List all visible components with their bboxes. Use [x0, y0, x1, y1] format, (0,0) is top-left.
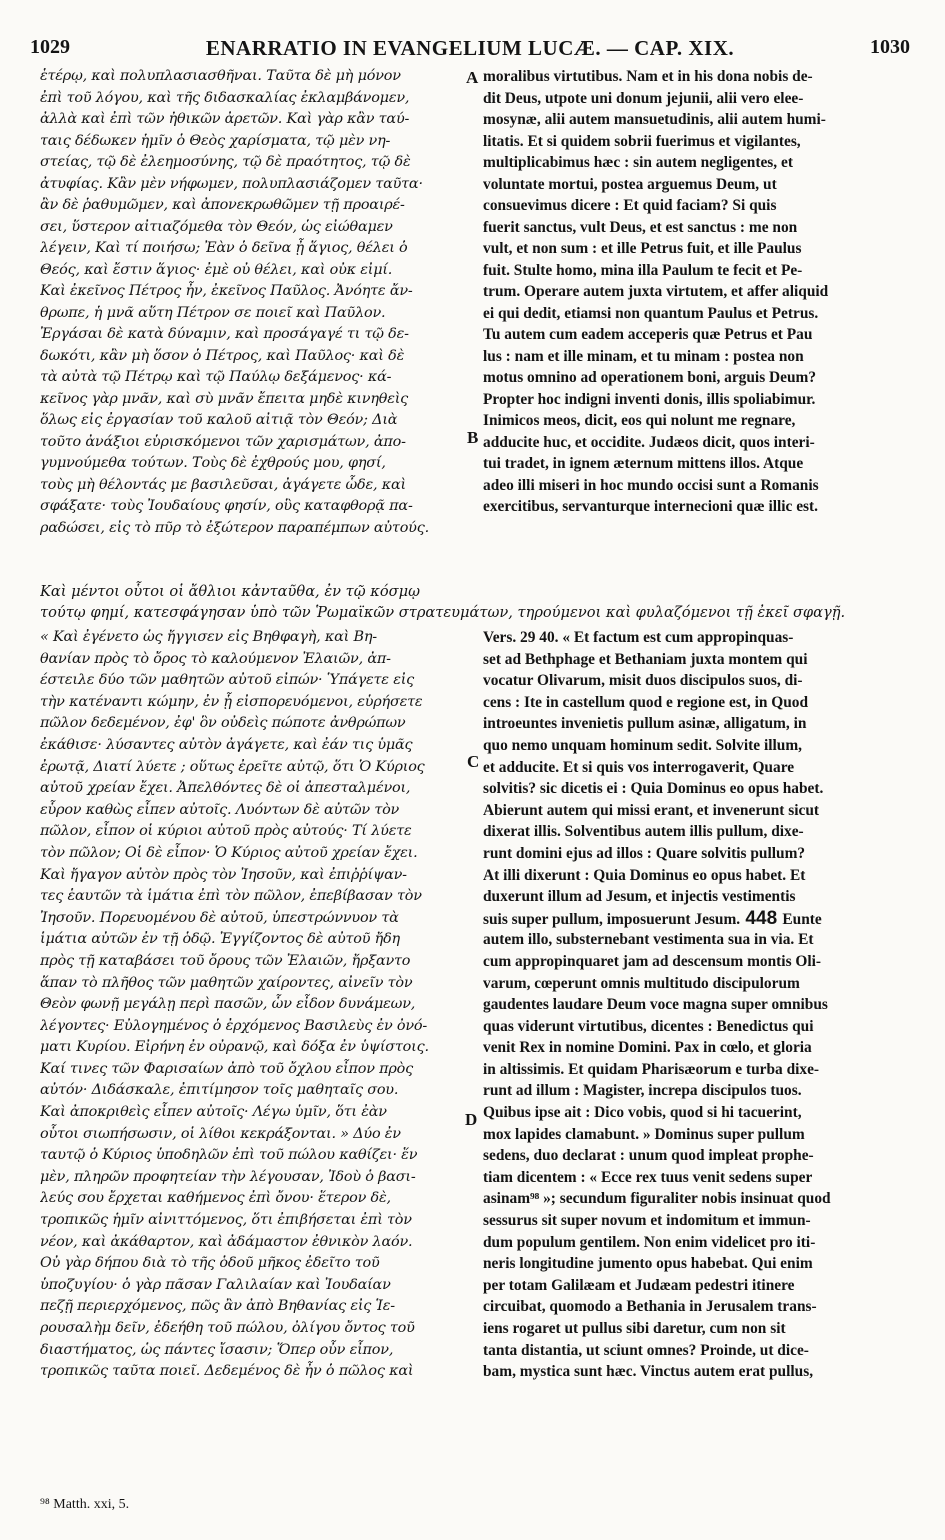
greek-text-line: ἐπὶ τοῦ λόγου, καὶ τῆς διδασκαλίας ἐκλαμβάνομεν, — [40, 89, 410, 106]
greek-text-line: τὸν πῶλον; Οἱ δὲ εἶπον· Ὁ Κύριος αὐτοῦ χρείαν ἔχει. — [40, 844, 418, 861]
greek-text-line: αὐτόν· Διδάσκαλε, ἐπιτίμησον τοῖς μαθηταῖς σου. — [40, 1082, 399, 1099]
running-title: ENARRATIO IN EVANGELIUM LUCÆ. — CAP. XIX. — [205, 36, 735, 60]
greek-text-line: σφάξατε· τοὺς Ἰουδαίους φησίν, οὓς καταφθορᾷ πα- — [40, 498, 413, 514]
greek-text-line: νέον, καὶ ἀκάθαρτον, καὶ ἀδάμαστον ἐθνικὸν λαόν. — [40, 1233, 413, 1250]
margin-marker-a: A — [466, 68, 479, 87]
greek-text-line: Θεός, καὶ ἔστιν ἅγιος· ἐμὲ οὐ θέλει, καὶ οὐκ εἰμί. — [40, 261, 393, 278]
latin-text-line: sedens, duo declarat : unum quod impleat prophe- — [483, 1147, 814, 1165]
latin-text-line: set ad Bethphage et Bethaniam juxta montem qui — [483, 650, 808, 668]
latin-text-line: adducite huc, et occidite. Judæos dicit, quos interi- — [483, 433, 815, 451]
latin-text-line: runt domini ejus ad illos : Quare solvitis pullum? — [483, 844, 806, 862]
greek-text-line: Καὶ ἐκεῖνος Πέτρος ἦν, ἐκεῖνος Παῦλος. Ἀνόητε ἄν- — [40, 283, 413, 299]
latin-text-line: fuerit sanctus, vult Deus, et est sanctus : me non — [483, 218, 798, 236]
greek-text-line: ἅπαν τὸ πλῆθος τῶν μαθητῶν χαίροντες, αἰνεῖν τὸν — [40, 974, 413, 991]
latin-text-line: motus omnino ad operationem boni, arguis Deum? — [483, 369, 817, 386]
latin-text-line: runt ad illum : Magister, increpa discipulos tuos. — [483, 1082, 802, 1100]
latin-text-line: tui tradet, in ignem æternum mittens illos. Atque — [483, 455, 804, 472]
latin-text-line: quo nemo unquam hominum sedit. Solvite illum, — [483, 736, 802, 754]
greek-text-line: ἱμάτια αὐτῶν ἐν τῇ ὁδῷ. Ἐγγίζοντος δὲ αὐτοῦ ἤδη — [40, 931, 400, 948]
latin-text-line: vocatur Olivarum, misit duos discipulos suos, di- — [483, 672, 803, 690]
latin-text-line: quas viderunt virtutibus, dicentes : Benedictus qui — [483, 1017, 814, 1035]
latin-text-line: mosynæ, alii autem mansuetudinis, alii autem humi- — [483, 111, 826, 128]
latin-text-line: exercitibus, servanturque internecioni quæ illic est. — [483, 498, 819, 515]
page-number-right: 1030 — [870, 36, 910, 58]
latin-text-line: Vers. 29 40. « Et factum est cum appropinquas- — [483, 629, 794, 646]
latin-text-line: bam, mystica sunt hæc. Vinctus autem erat pullus, — [483, 1363, 814, 1381]
greek-text-line: διαστήματος, ὡς πάντες ἴσασιν; Ὅπερ οὖν εἶπον, — [40, 1341, 394, 1358]
latin-text-line: Propter hoc indigni inventi donis, illis spoliabimur. — [483, 390, 816, 408]
margin-marker-b: B — [467, 428, 479, 447]
latin-text-line: moralibus virtutibus. Nam et in his dona nobis de- — [483, 68, 813, 85]
greek-text-line: πῶλον δεδεμένον, ἐφ' ὃν οὐδεὶς πώποτε ἀνθρώπων — [40, 715, 406, 732]
greek-text-line: ματι Κυρίου. Εἰρήνη ἐν οὐρανῷ, καὶ δόξα ἐν ὑψίστοις. — [40, 1039, 429, 1056]
greek-text-line: λεύς σου ἔρχεται καθήμενος ἐπὶ ὄνου· ἕτερον δὲ, — [40, 1190, 391, 1207]
footnote: ⁹⁸ Matth. xxi, 5. — [40, 1497, 130, 1512]
latin-text-line: duxerunt illum ad Jesum, et injectis vestimentis — [483, 888, 796, 906]
greek-text-line: ἑτέρῳ, καὶ πολυπλασιασθῆναι. Ταῦτα δὲ μὴ μόνον — [40, 68, 401, 84]
latin-text-line: Quibus ipse ait : Dico vobis, quod si hi tacuerint, — [483, 1104, 802, 1122]
greek-text-line: Ἐργάσαι δὲ κατὰ δύναμιν, καὶ προσάγαγέ τι τῷ δε- — [40, 326, 409, 342]
latin-text-line: gaudentes laudare Deum voce magna super omnibus — [483, 996, 828, 1014]
latin-text-line: At illi dixerunt : Quia Dominus eo opus habet. Et — [483, 866, 806, 884]
greek-text-line: τὴν κατέναντι κώμην, ἐν ᾗ εἰσπορευόμενοι, εὑρήσετε — [40, 693, 423, 710]
latin-text-line: autem illo, substernebant vestimenta sua in via. Et — [483, 931, 814, 949]
running-header — [30, 36, 910, 62]
latin-text-line: lus : nam et ille minam, et tu minam : postea non — [483, 347, 804, 365]
greek-text-line: μὲν, πληρῶν προφητείαν τὴν λέγουσαν, Ἰδοὺ ὁ βασι- — [40, 1168, 416, 1185]
greek-text-line: τὰ αὐτὰ τῷ Πέτρῳ καὶ τῷ Παύλῳ δεξάμενος· κά- — [40, 369, 392, 385]
greek-column-top — [40, 66, 465, 539]
full-width-line-1: Καὶ μέντοι οὗτοι οἱ ἄθλιοι κἀνταῦθα, ἐν τῷ κόσμῳ — [40, 583, 420, 600]
latin-text-line: circuibat, quomodo a Bethania in Jerusalem trans- — [483, 1298, 817, 1316]
greek-text-line: έστειλε δύο τῶν μαθητῶν αὐτοῦ εἰπών· Ὑπάγετε εἰς — [40, 672, 415, 689]
greek-text-line: σει, ὕστερον αἰτιαζόμεθα τὸν Θεόν, ὡς εἰώθαμεν — [40, 218, 393, 235]
greek-text-line: Οὐ γὰρ δήπου διὰ τὸ τῆς ὁδοῦ μῆκος ἐδεῖτο τοῦ — [40, 1255, 380, 1272]
latin-text-line: ei qui dedit, etiamsi non quantum Paulus et Petrus. — [483, 304, 819, 322]
greek-text-line: ἀλλὰ καὶ ἐπὶ τῶν ἠθικῶν ἀρετῶν. Καὶ γὰρ κἂν ταύ- — [40, 111, 410, 127]
latin-text-line: asinam⁹⁸ »; secundum figuraliter nobis insinuat quod — [483, 1190, 831, 1208]
latin-text-line: cum appropinquaret jam ad descensum montis Oli- — [483, 952, 822, 970]
latin-text-line: vult, et non sum : et ille Petrus fuit, et ille Paulus — [483, 240, 802, 257]
latin-text-line: solvitis? sic dicetis ei : Quia Dominus eo opus habet. — [483, 780, 824, 798]
margin-marker-c: C — [467, 752, 480, 771]
greek-text-line: ἐρωτᾷ, Διατί λύετε ; οὕτως ἐρεῖτε αὐτῷ, ὅτι Ὁ Κύριος — [40, 758, 425, 775]
latin-text-line: fuit. Stulte homo, mina illa Paulum te fecit et Pe- — [483, 261, 803, 279]
latin-column-bottom — [483, 627, 913, 1383]
page-number-left: 1029 — [30, 36, 70, 58]
greek-text-line: τοὺς μὴ θέλοντάς με βασιλεῦσαι, ἀγάγετε ὧδε, καὶ — [40, 476, 406, 493]
greek-text-line: στείας, τῷ δὲ ἐλεημοσύνης, τῷ δὲ πραότητος, τῷ δὲ — [40, 154, 411, 170]
latin-text-line: per totam Galilæam et Judæam pedestri itinere — [483, 1276, 795, 1294]
greek-text-line: ἀτυφίας. Κἂν μὲν νήφωμεν, πολυπλασιάζομεν ταῦτα· — [40, 175, 423, 192]
latin-text-line: litatis. Et si quidem sobrii fuerimus et vigilantes, — [483, 132, 801, 150]
greek-text-line: τοῦτο ἀνάξιοι εὑρισκόμενοι τῶν χαρισμάτων, ἀπο- — [40, 433, 406, 450]
full-width-line-2: τούτῳ φημί, κατεσφάγησαν ὑπὸ τῶν Ῥωμαϊκῶν στρατευμάτων, τηρούμενοι καὶ φυλαζόμενοι τῇ ἐκεῖ σφαγῇ. — [40, 604, 846, 621]
greek-text-line: δωκότι, κἂν μὴ ὅσον ὁ Πέτρος, καὶ Παῦλος· καὶ δὲ — [40, 347, 405, 364]
latin-text-line: adeo illi miseri in hoc mundo occisi sunt a Romanis — [483, 476, 819, 494]
latin-text-line: iens rogaret ut pullus sibi daretur, cum non sit — [483, 1320, 786, 1337]
latin-text-line: trum. Operare autem juxta virtutem, et affer aliquid — [483, 283, 829, 300]
latin-text-line: multiplicabimus hæc : sin autem negligentes, et — [483, 154, 793, 171]
greek-text-line: θρωπε, ἡ μνᾶ αὕτη Πέτρον σε ποιεῖ καὶ Παῦλον. — [40, 304, 386, 321]
latin-text-line: neris longitudine jumento opus habebat. Qui enim — [483, 1255, 813, 1273]
greek-column-bottom — [40, 627, 465, 1383]
greek-text-line: ταις δέδωκεν ἡμῖν ὁ Θεὸς χαρίσματα, τῷ μὲν νη- — [40, 132, 391, 149]
latin-text-line: Inimicos meos, dicit, eos qui nolunt me regnare, — [483, 412, 796, 429]
margin-marker-d: D — [465, 1110, 478, 1129]
greek-text-line: ταυτῷ ὁ Κύριος ὑποδηλῶν ἐπὶ τοῦ πώλου καθίζει· ἕν — [40, 1147, 418, 1164]
latin-text-line: varum, cœperunt omnis multitudo discipulorum — [483, 974, 800, 992]
greek-text-line: « Καὶ ἐγένετο ὡς ἤγγισεν εἰς Βηθφαγὴ, καὶ Βη- — [40, 629, 377, 645]
greek-text-line: Ἰησοῦν. Πορευομένου δὲ αὐτοῦ, ὑπεστρώννυον τὰ — [40, 909, 399, 926]
latin-text-line: introeuntes invenietis pullum asinæ, alligatum, in — [483, 715, 807, 733]
greek-text-line: ραδώσει, εἰς τὸ πῦρ τὸ ἐξώτερον παραπέμπων αὐτούς. — [40, 519, 429, 536]
greek-text-line: τροπικῶς ταῦτα ποιεῖ. Δεδεμένος δὲ ἦν ὁ πῶλος καὶ — [40, 1363, 414, 1380]
greek-text-line: λέγειν, Καὶ τί ποιήσω; Ἐὰν ὁ δεῖνα ᾖ ἅγιος, θέλει ὁ — [40, 240, 408, 256]
latin-text-line: venit Rex in nomine Domini. Pax in cœlo, et gloria — [483, 1039, 812, 1057]
latin-text-line: tanta distantia, ut sciunt omnes? Proinde, ut dice- — [483, 1341, 809, 1359]
latin-column-top — [483, 66, 913, 518]
column-number: 448 — [740, 907, 783, 929]
greek-text-line: αὐτοῦ χρείαν ἔχει. Ἀπελθόντες δὲ οἱ ἀπεσταλμένοι, — [40, 780, 411, 797]
latin-text-line: mox lapides clamabunt. » Dominus super pullum — [483, 1125, 805, 1143]
greek-text-line: λέγοντες· Εὐλογημένος ὁ ἐρχόμενος Βασιλεὺς ἐν ὀνό- — [40, 1017, 428, 1034]
latin-text-line: dixerat illis. Solventibus autem illis pullum, dixe- — [483, 823, 804, 841]
greek-text-line: γυμνούμεθα τούτων. Τοὺς δὲ ἐχθρούς μου, φησί, — [40, 455, 386, 471]
greek-text-line: πρὸς τῇ καταβάσει τοῦ ὄρους τῶν Ἐλαιῶν, ἤρξαντο — [40, 952, 411, 969]
greek-text-line: Καί τινες τῶν Φαρισαίων ἀπὸ τοῦ ὄχλου εἶπον πρὸς — [40, 1060, 413, 1077]
latin-text-line: consuevimus dicere : Et quid faciam? Si quis — [483, 197, 777, 214]
latin-text-line: tiam dicentem : « Ecce rex tuus venit sedens super — [483, 1168, 813, 1186]
greek-text-line: τροπικῶς ἡμῖν αἰνιττόμενος, ὅτι ἐπιβήσεται ἐπὶ τὸν — [40, 1212, 412, 1229]
latin-text-line: suis super pullum, imposuerunt Jesum. 448 Eunte — [483, 907, 822, 929]
greek-text-line: ὅλως εἰς ἐργασίαν τοῦ καλοῦ αἰτιᾷ τὸν Θεόν; Διὰ — [40, 412, 398, 428]
greek-text-line: τες ἑαυτῶν τὰ ἱμάτια ἐπὶ τὸν πῶλον, ἐπεβίβασαν τὸν — [40, 888, 422, 905]
latin-text-line: cens : Ite in castellum quod e regione est, in Quod — [483, 693, 809, 711]
greek-text-line: πεζῇ περιερχόμενος, πῶς ἂν ἀπὸ Βηθανίας εἰς Ἱε- — [40, 1298, 395, 1315]
latin-text-line: sessurus sit super novum et indomitum et immun- — [483, 1212, 811, 1230]
greek-text-line: ρουσαλὴμ δεῖν, ἐδεήθη τοῦ πώλου, ὀλίγου ὄντος τοῦ — [40, 1320, 415, 1336]
greek-text-line: θανίαν πρὸς τὸ ὄρος τὸ καλούμενον Ἐλαιῶν, ἀπ- — [40, 650, 391, 667]
greek-text-line: Καὶ ἀποκριθεὶς εἶπεν αὐτοῖς· Λέγω ὑμῖν, ὅτι ἐὰν — [40, 1104, 387, 1121]
greek-text-line: Θεὸν φωνῇ μεγάλῃ περὶ πασῶν, ὧν εἶδον δυνάμεων, — [40, 996, 416, 1013]
greek-text-line: οὗτοι σιωπήσωσιν, οἱ λίθοι κεκράξονται. » Δύο ἐν — [40, 1125, 401, 1142]
latin-text-line: voluntate mortui, postea arguemus Deum, ut — [483, 175, 777, 193]
greek-text-line: εὗρον καθὼς εἶπεν αὐτοῖς. Λυόντων δὲ αὐτῶν τὸν — [40, 801, 400, 818]
latin-text-line: dit Deus, utpote uni donum jejunii, alii vero elee- — [483, 89, 804, 107]
greek-text-line: κεῖνος γὰρ μνᾶν, καὶ σὺ μνᾶν ἔπειτα μηδὲ κινηθεὶς — [40, 390, 409, 407]
latin-text-line: in altissimis. Et quidam Pharisæorum e turba dixe- — [483, 1060, 820, 1078]
greek-text-line: πῶλον, εἶπον οἱ κύριοι αὐτοῦ πρὸς αὐτούς· Τί λύετε — [40, 823, 412, 840]
latin-text-line: et adducite. Et si quis vos interrogaverit, Quare — [483, 758, 795, 776]
latin-text-line: Abierunt autem qui missi erant, et invenerunt sicut — [483, 801, 820, 819]
greek-text-line: ἐκάθισε· λύσαντες αὐτὸν ἀγάγετε, καὶ ἐάν τις ὑμᾶς — [40, 736, 413, 753]
greek-text-line: ἂν δὲ ῥαθυμῶμεν, καὶ ἀπονεκρωθῶμεν τῇ προαιρέ- — [40, 197, 405, 213]
greek-text-line: Καὶ ἤγαγον αὐτὸν πρὸς τὸν Ἰησοῦν, καὶ ἐπιῤῥίψαν- — [40, 866, 407, 883]
latin-word: Eunte — [782, 910, 822, 928]
latin-text-line: dum populum gentilem. Non enim videlicet pro iti- — [483, 1233, 816, 1251]
latin-text-line: Tu autem cum eadem acceperis quæ Petrus et Pau — [483, 326, 813, 343]
greek-text-line: ὑποζυγίου· ὁ γὰρ πᾶσαν Γαλιλαίαν καὶ Ἰουδαίαν — [40, 1276, 391, 1293]
